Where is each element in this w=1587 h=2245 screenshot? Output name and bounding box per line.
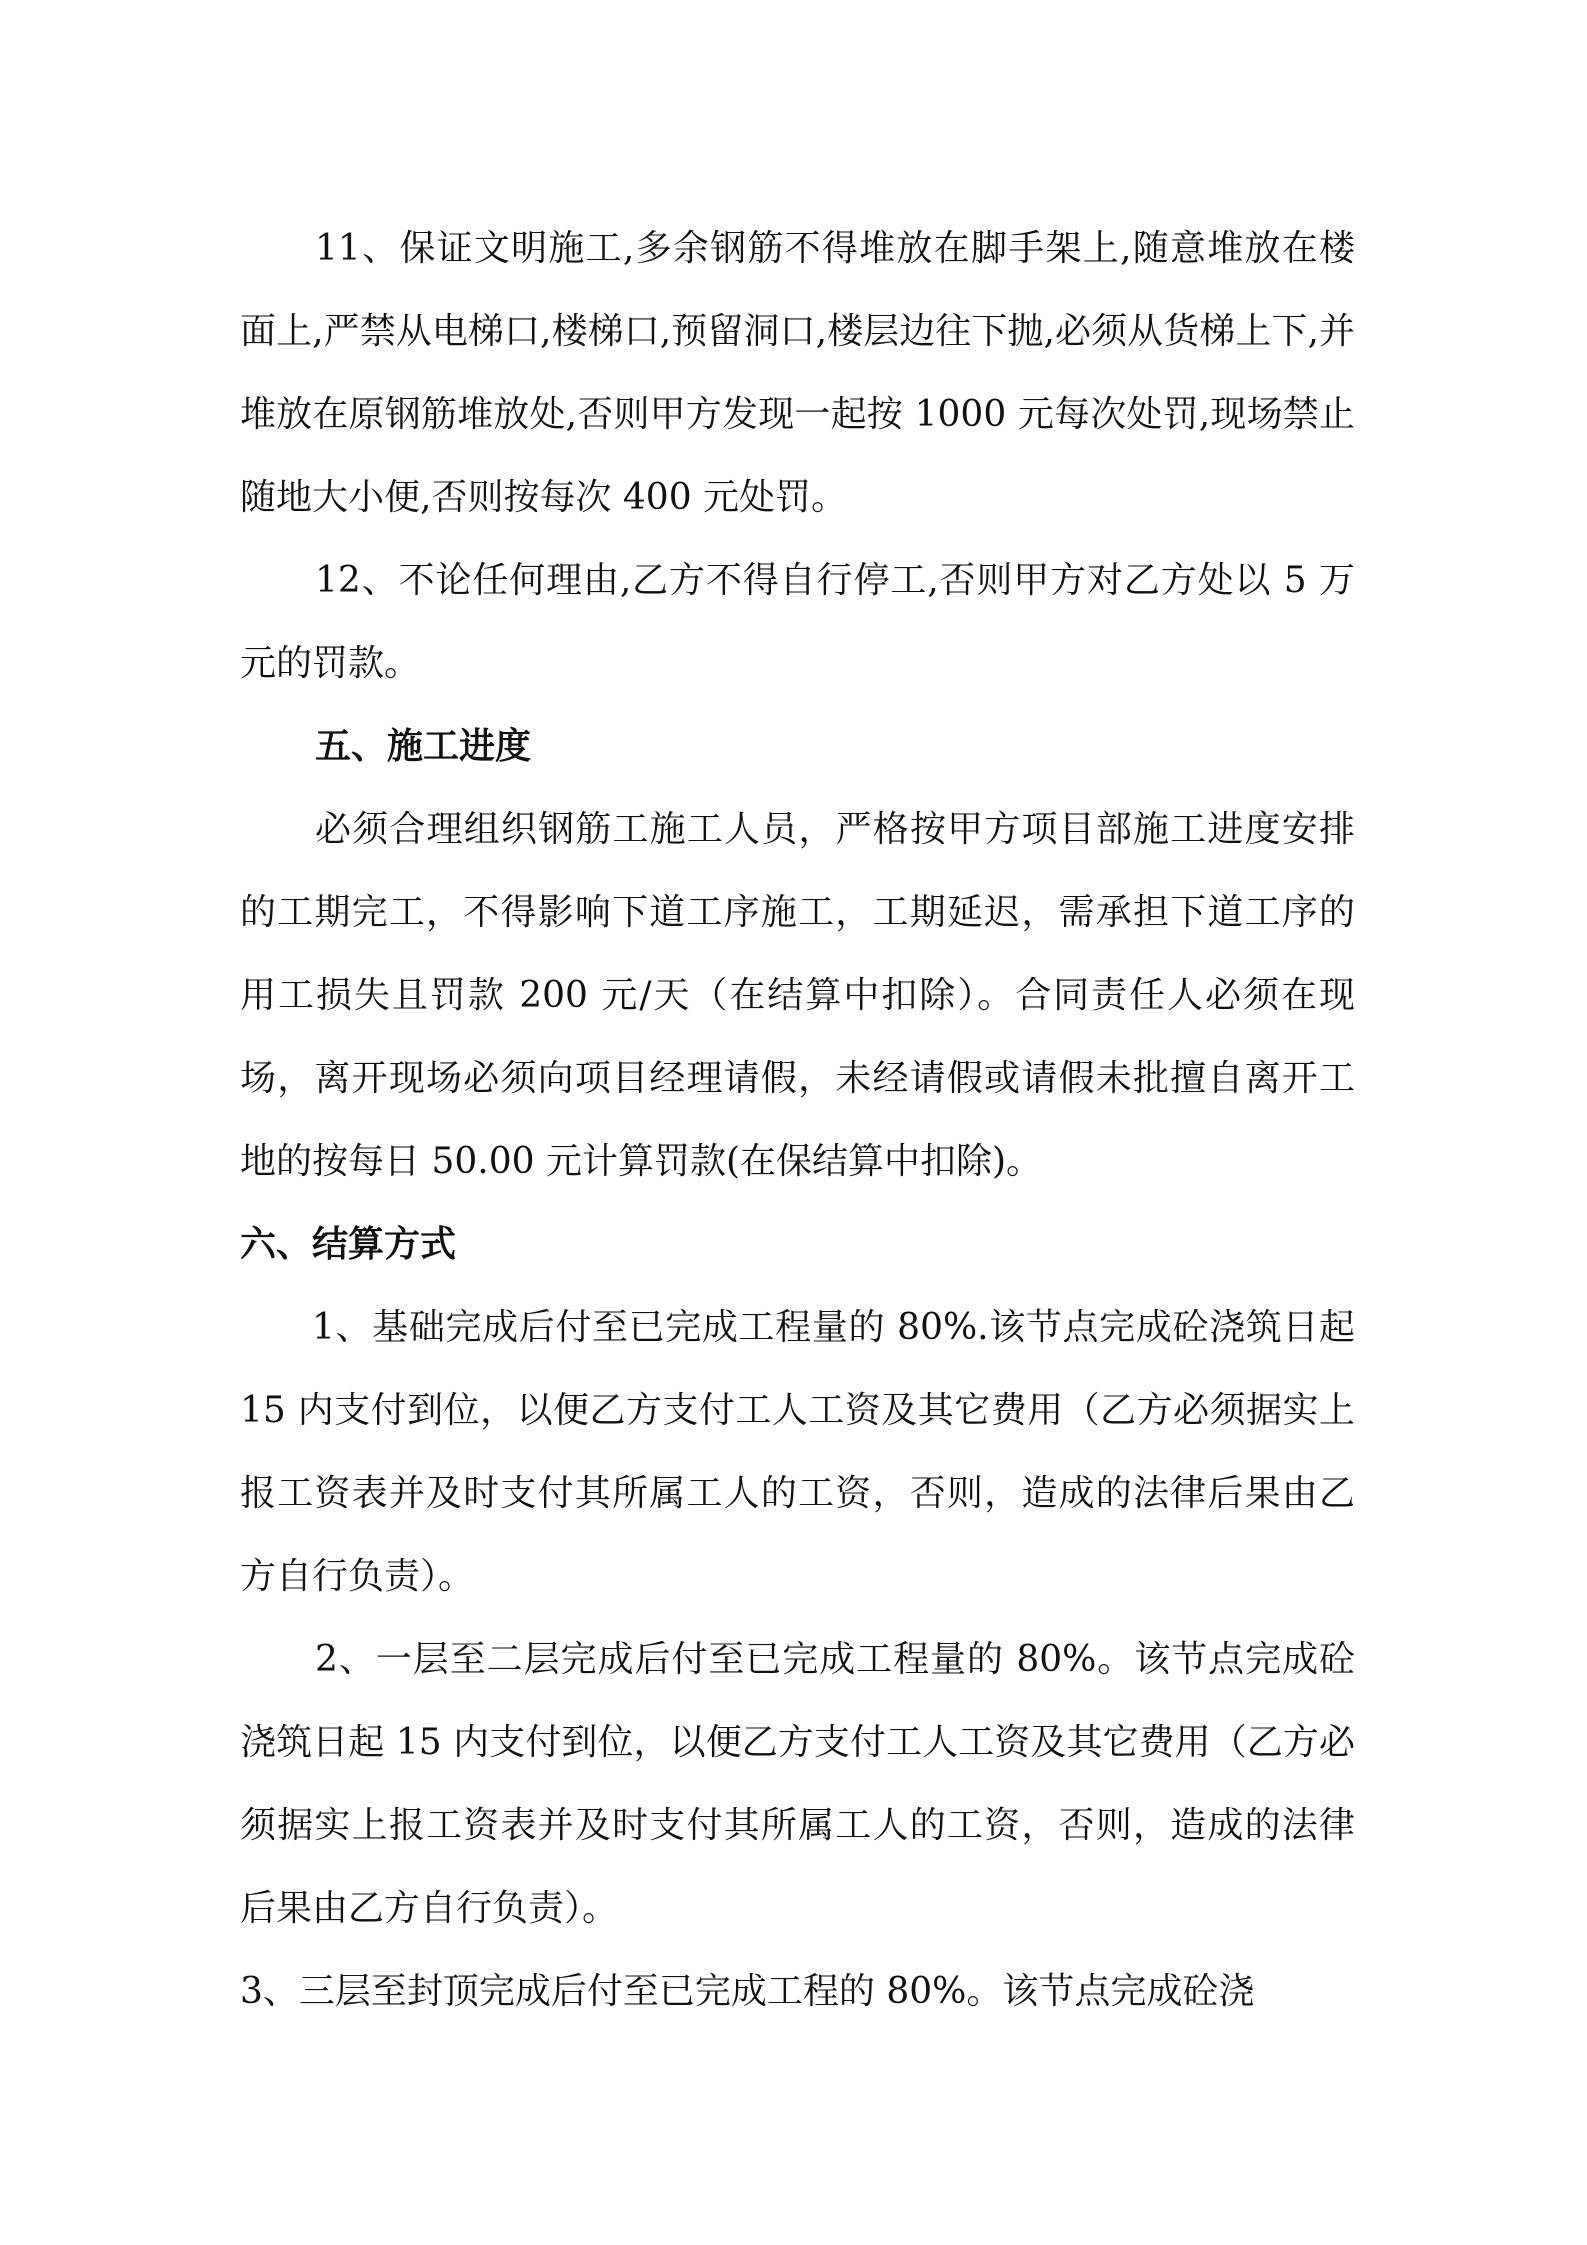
clause-11: 11、保证文明施工,多余钢筋不得堆放在脚手架上,随意堆放在楼面上,严禁从电梯口,楼梯口,预留洞口,楼层边往下抛,必须从货梯上下,并堆放在原钢筋堆放处,否则甲方发现一起按 1000 元每次处罚,现场禁止随地大小便,否则按每次 400 元处罚。 — [240, 228, 1355, 518]
section-6-item-3: 3、三层至封顶完成后付至已完成工程的 80%。该节点完成砼浇 — [240, 1971, 1255, 2012]
document-body — [240, 207, 1355, 2033]
section-6-item-1: 1、基础完成后付至已完成工程量的 80%.该节点完成砼浇筑日起 15 内支付到位，以便乙方支付工人工资及其它费用（乙方必须据实上报工资表并及时支付其所属工人的工资，否则，造成的法律后果由乙方自行负责）。 — [240, 1307, 1355, 1597]
section-6-item-2: 2、一层至二层完成后付至已完成工程量的 80%。该节点完成砼浇筑日起 15 内支付到位，以便乙方支付工人工资及其它费用（乙方必须据实上报工资表并及时支付其所属工人的工资，否则，造成的法律后果由乙方自行负责）。 — [240, 1639, 1355, 1929]
section-5-body: 必须合理组织钢筋工施工人员，严格按甲方项目部施工进度安排的工期完工，不得影响下道工序施工，工期延迟，需承担下道工序的用工损失且罚款 200 元/天（在结算中扣除）。合同责任人必须在现场，离开现场必须向项目经理请假，未经请假或请假未批擅自离开工地的按每日 50.00 元计算罚款(在保结算中扣除)。 — [240, 809, 1355, 1182]
clause-12: 12、不论任何理由,乙方不得自行停工,否则甲方对乙方处以 5 万元的罚款。 — [240, 560, 1355, 684]
section-5-title: 五、施工进度 — [315, 725, 532, 767]
section-6-title: 六、结算方式 — [240, 1223, 457, 1265]
